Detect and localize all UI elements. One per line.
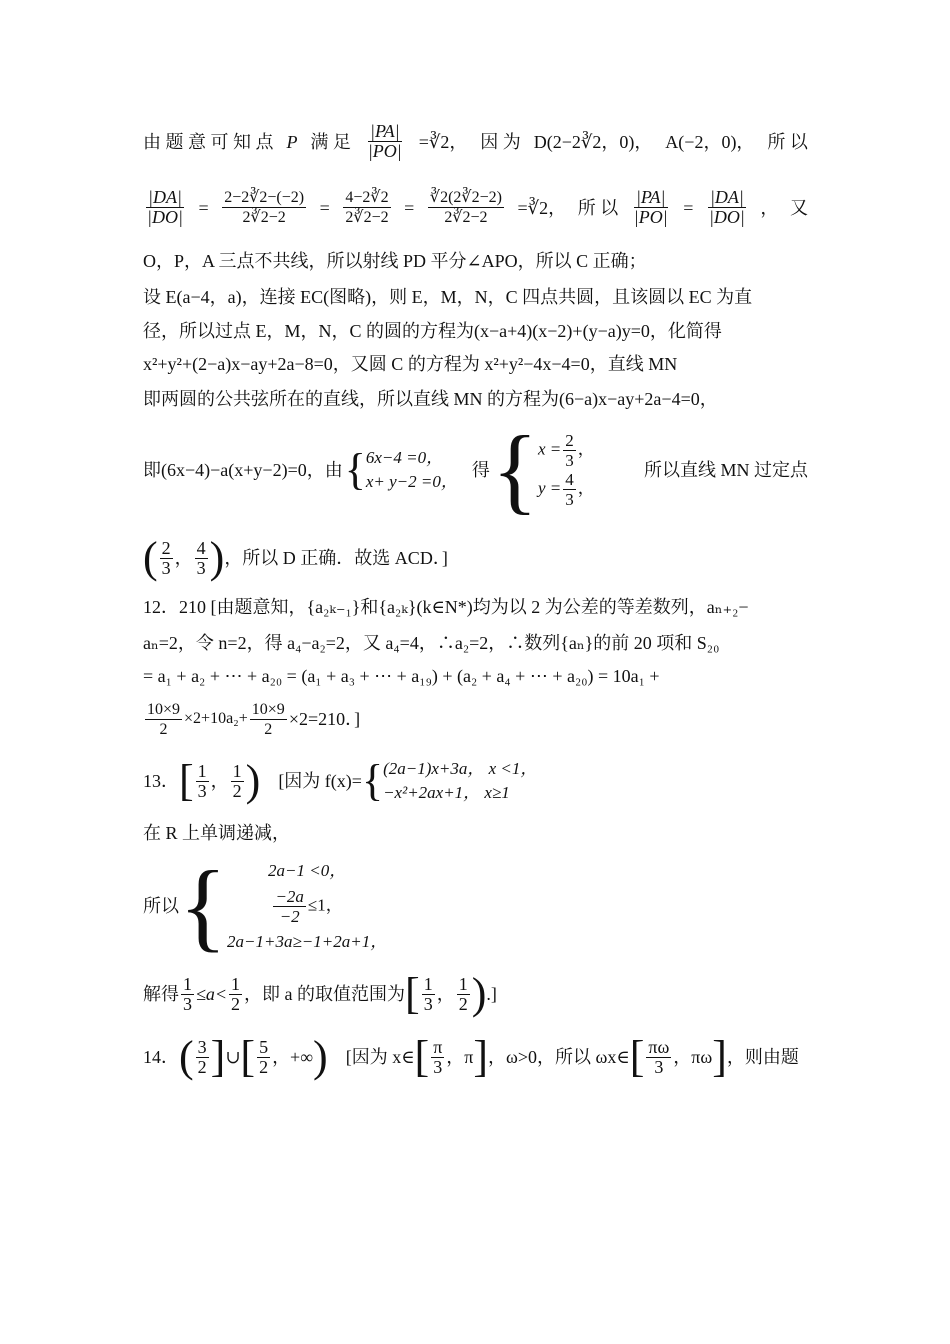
line-4: 设 E(a−4，a)，连接 EC(图略)，则 E，M，N，C 四点共圆，且该圆以 EC 为直 (143, 287, 753, 307)
line-2: $\frac{|DA|}{|DO|}$ = $\frac{2-2∛2-(-2)}{2∛2-2}$ = $\frac{4-2∛2}{2∛2-2}$ = $\frac{∛2(2∛2-2)}{2∛2-2}$ =∛2， 所 以 $\frac{|PA|}{|PO|}$ = $\frac{|DA|}{|DO|}$ ， 又 (147, 187, 808, 227)
fraction-step-1: $\frac{2-2∛2-(-2)}{2∛2-2}$ (224, 189, 305, 226)
line-15: 在 R 上单调递减， (143, 823, 291, 843)
point-d: D(2−2∛2，0)， (533, 131, 653, 152)
line-1 (143, 122, 808, 161)
line-3: O，P，A 三点不共线，所以射线 PD 平分∠APO，所以 C 正确； (143, 251, 647, 271)
line-8: 即(6x−4)−a(x+y−2)=0，由 { 6x−4 =0， x+ y−2 =0， 得 { x = $\frac{2}{3}$ ， y = $\frac{4}{3}$ ， 所以直线 MN 过定点 (143, 416, 808, 523)
line-5: 径，所以过点 E，M，N，C 的圆的方程为(x−a+4)(x−2)+(y−a)y=0，化简得 (143, 321, 722, 341)
fraction-da-do: $\frac{|DA|}{|DO|}$ (147, 187, 183, 227)
solution-system: x = $\frac{2}{3}$ ， y = $\frac{4}{3}$ ， (537, 431, 595, 509)
line-13: $\frac{10\times 9}{2}$ ×2+10a₂+ $\frac{10\times 9}{2}$ ×2=210．] (147, 700, 361, 738)
fraction-step-3: $\frac{∛2(2∛2-2)}{2∛2-2}$ (429, 189, 502, 226)
inequality-system: 2a−1 <0， $\frac{-2a}{-2}$ ≤1， 2a−1+3a≥−1+2a+1， (227, 860, 388, 951)
piecewise-function: (2a−1)x+3a， x <1， −x²+2ax+1， x≥1 (383, 759, 538, 802)
line-12: = a₁ + a₂ + ⋯ + a₂₀ = (a₁ + a₃ + ⋯ + a₁₉) + (a₂ + a₄ + ⋯ + a₂₀) = 10a₁ + (143, 666, 660, 686)
fraction-pa-po: $\frac{|PA|}{|PO|}$ (367, 121, 402, 161)
line-16: 所以 { 2a−1 <0， $\frac{-2a}{-2}$ ≤1， 2a−1+3a≥−1+2a+1， (143, 850, 388, 961)
point-a: A(−2，0)， (665, 131, 755, 152)
var-p: P (286, 131, 298, 152)
text: 满 足 (310, 131, 351, 152)
equation-system: 6x−4 =0， x+ y−2 =0， (365, 448, 458, 491)
line-6: x²+y²+(2−a)x−ay+2a−8=0，又圆 C 的方程为 x²+y²−4x−4=0，直线 MN (143, 354, 678, 374)
line-14: 13． [ $\frac{1}{3}$ ， $\frac{1}{2}$ ) [因为 f(x)= { (2a−1)x+3a， x <1， −x²+2ax+1， x≥1 (143, 756, 538, 805)
fraction-step-2: $\frac{4-2∛2}{2∛2-2}$ (345, 189, 389, 226)
text: 所 以 (767, 131, 808, 152)
text: 由 题 意 可 知 点 (143, 131, 274, 152)
text: =∛2， (418, 131, 468, 152)
text: 因 为 (480, 131, 521, 152)
line-18: 14． ( $\frac{3}{2}$ ] ∪ [ $\frac{5}{2}$ ，+∞ ) [因为 x∈ [ $\frac{\pi}{3}$ ，π ] ，ω>0，所以 ωx∈ [ $\frac{\pi\omega}{3}$ ，πω ] ，则由题 (143, 1032, 799, 1081)
line-17: 解得 $\frac{1}{3}$ ≤a< $\frac{1}{2}$ ，即 a 的取值范围为 [ $\frac{1}{3}$ ， $\frac{1}{2}$ ) .] (143, 969, 497, 1018)
fraction-da-do-2: $\frac{|DA|}{|DO|}$ (708, 187, 745, 227)
line-7: 即两圆的公共弦所在的直线，所以直线 MN 的方程为(6−a)x−ay+2a−4=0， (143, 389, 718, 409)
line-11: aₙ=2，令 n=2，得 a₄−a₂=2，又 a₄=4，∴a₂=2，∴数列{aₙ}的前 20 项和 S₂₀ (143, 633, 720, 653)
line-9: ( $\frac{2}{3}$ ， $\frac{4}{3}$ ) ，所以 D 正确．故选 ACD．] (143, 533, 448, 582)
fraction-pa-po-2: $\frac{|PA|}{|PO|}$ (633, 187, 668, 227)
line-10: 12．210 [由题意知，{a₂ₖ₋₁}和{a₂ₖ}(k∈N*)均为以 2 为公差的等差数列，aₙ₊₂− (143, 597, 749, 617)
